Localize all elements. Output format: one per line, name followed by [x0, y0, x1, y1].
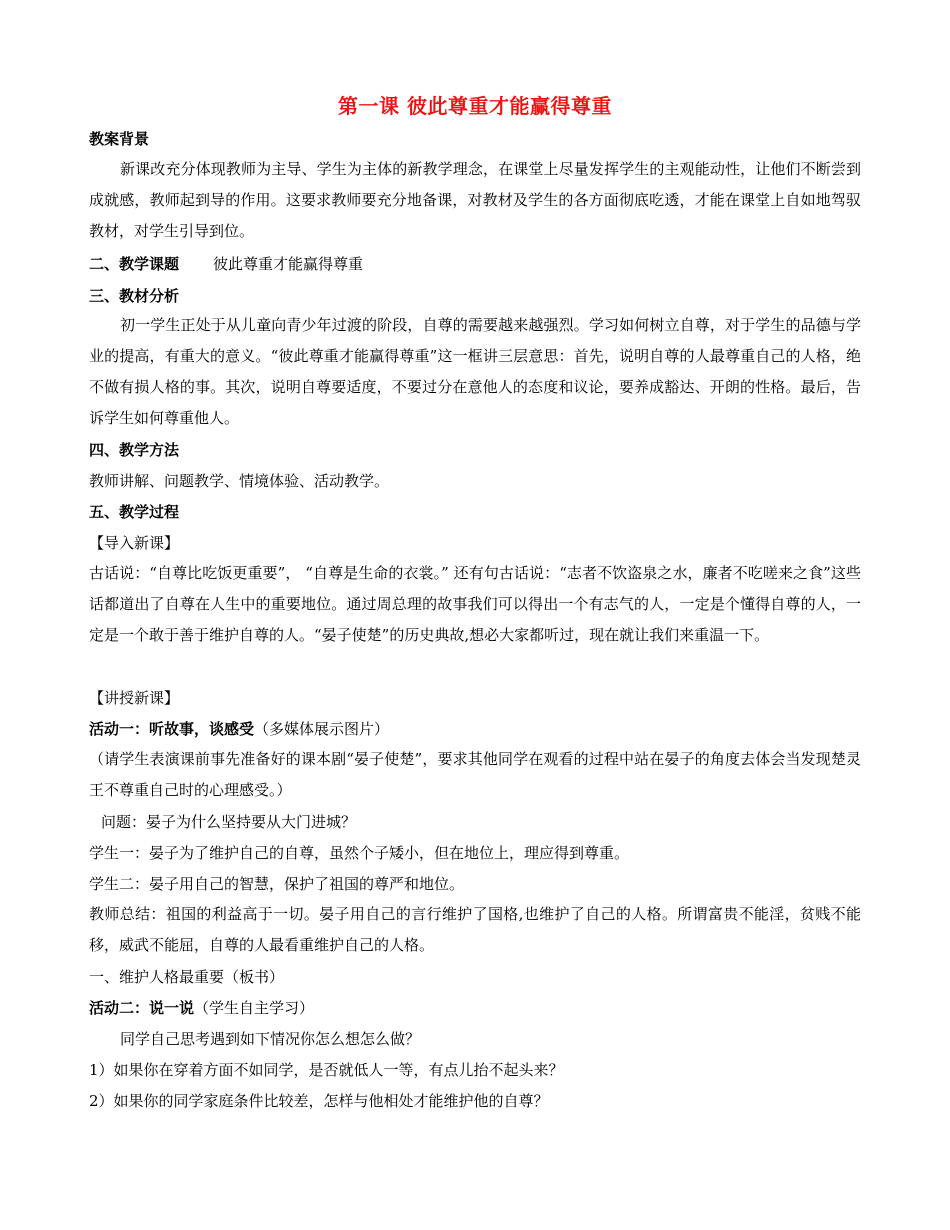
activity1-line: [89, 718, 864, 740]
method-heading: 四、教学方法: [89, 441, 180, 459]
intro-heading: 【导入新课】: [89, 534, 180, 552]
teacher-summary: 教师总结：祖国的利益高于一切。晏子用自己的言行维护了国格,也维护了自己的人格。所谓富贵不能淫，贫贱不能移，威武不能屈，自尊的人最看重维护自己的人格。: [89, 905, 861, 954]
activity2-line: [89, 997, 864, 1019]
topic-heading: 二、教学课题: [89, 255, 180, 273]
activity2-subtitle: （学生自主学习）: [194, 999, 315, 1017]
page-title: 第一课 彼此尊重才能赢得尊重: [338, 94, 612, 118]
activity1-title: 活动一：听故事，谈感受: [89, 720, 255, 738]
topic-text: 彼此尊重才能赢得尊重: [213, 255, 364, 273]
activity1-note: （请学生表演课前事先准备好的课本剧“晏子使楚”，要求其他同学在观看的过程中站在晏子的角度去体会当发现楚灵王不尊重自己时的心理感受。）: [89, 750, 861, 799]
board-note: 一、维护人格最重要（板书）: [89, 968, 285, 986]
activity2-title: 活动二：说一说: [89, 999, 195, 1017]
intro-paragraph: 古话说：“自尊比吃饭更重要”， “自尊是生命的衣裳。” 还有句古话说：“志者不饮盗泉之水，廉者不吃嗟来之食”这些话都道出了自尊在人生中的重要地位。通过周总理的故事我们可以得出一个有志气的人，一定是个懂得自尊的人，一定是一个敢于善于维护自尊的人。“晏子使楚”的历史典故,想必大家都听过，现在就让我们来重温一下。: [89, 564, 861, 644]
question-1: 1）如果你在穿着方面不如同学，是否就低人一等，有点儿抬不起头来？: [89, 1061, 564, 1079]
question-text: 问题：晏子为什么坚持要从大门进城？: [101, 813, 357, 831]
question-2: 2）如果你的同学家庭条件比较差，怎样与他相处才能维护他的自尊？: [89, 1092, 549, 1110]
analysis-paragraph: 初一学生正处于从儿童向青少年过渡的阶段，自尊的需要越来越强烈。学习如何树立自尊，对于学生的品德与学业的提高，有重大的意义。“彼此尊重才能赢得尊重”这一框讲三层意思：首先，说明自尊的人最尊重自己的人格，绝不做有损人格的事。其次，说明自尊要适度，不要过分在意他人的态度和议论，要养成豁达、开朗的性格。最后，告诉学生如何尊重他人。: [89, 316, 861, 427]
student1-answer: 学生一：晏子为了维护自己的自尊，虽然个子矮小，但在地位上，理应得到尊重。: [89, 844, 630, 862]
student2-answer: 学生二：晏子用自己的智慧，保护了祖国的尊严和地位。: [89, 875, 465, 893]
background-paragraph: 新课改充分体现教师为主导、学生为主体的新教学理念，在课堂上尽量发挥学生的主观能动性，让他们不断尝到成就感，教师起到导的作用。这要求教师要充分地备课，对教材及学生的各方面彻底吃透，才能在课堂上自如地驾驭教材，对学生引导到位。: [89, 160, 861, 240]
topic-line: [89, 253, 864, 275]
method-text: 教师讲解、问题教学、情境体验、活动教学。: [89, 472, 390, 490]
think-prompt: 同学自己思考遇到如下情况你怎么想怎么做？: [120, 1030, 421, 1048]
analysis-heading: 三、教材分析: [89, 287, 180, 305]
teach-heading: 【讲授新课】: [89, 689, 180, 707]
background-heading: 教案背景: [89, 130, 150, 148]
process-heading: 五、教学过程: [89, 503, 180, 521]
activity1-subtitle: （多媒体展示图片）: [254, 720, 390, 738]
